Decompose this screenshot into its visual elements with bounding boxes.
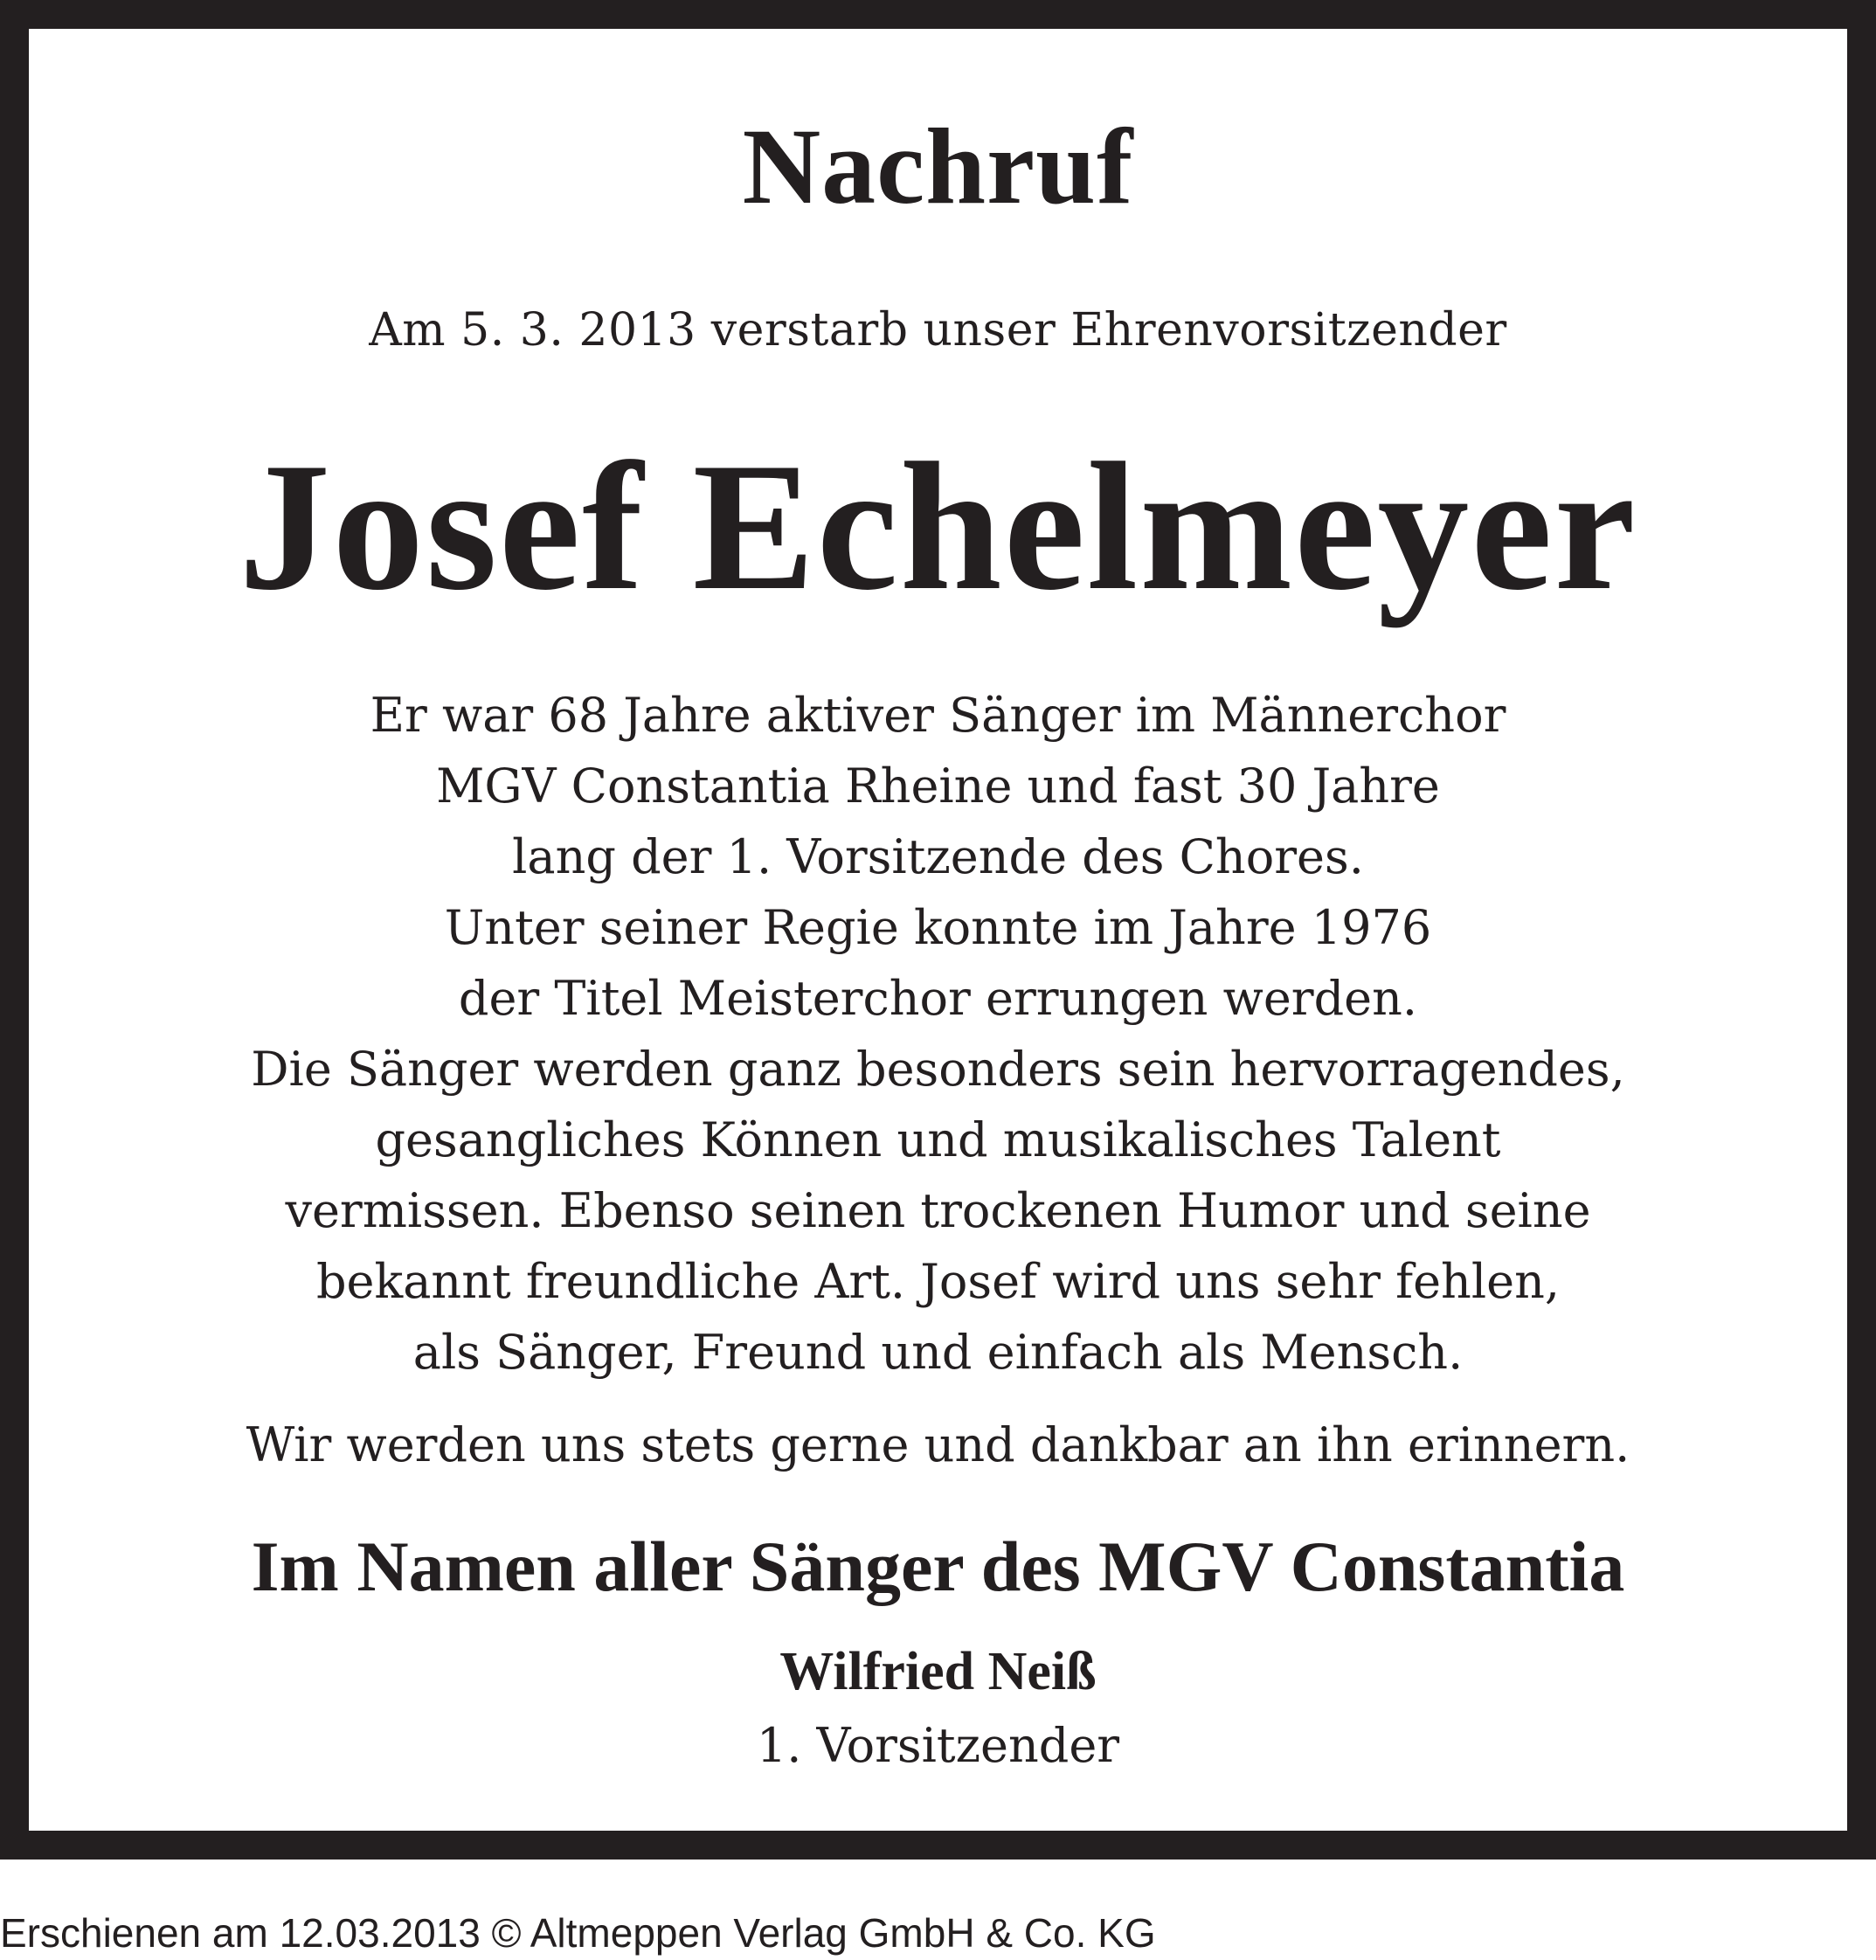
body-line: MGV Constantia Rheine und fast 30 Jahre [436,758,1440,814]
signer-name: Wilfried Neiß [779,1642,1097,1701]
notice-intro: Am 5. 3. 2013 verstarb unser Ehrenvorsitzender [369,304,1507,357]
body-line: lang der 1. Vorsitzende des Chores. [512,829,1364,884]
body-line: der Titel Meisterchor errungen werden. [458,971,1418,1026]
deceased-name: Josef Echelmeyer [239,426,1637,628]
body-line: gesangliches Können und musikalisches Talent [375,1112,1501,1167]
closing-line: Wir werden uns stets gerne und dankbar an ihn erinnern. [246,1417,1630,1472]
body-line: Die Sänger werden ganz besonders sein hervorragendes, [251,1042,1625,1097]
body-line: Er war 68 Jahre aktiver Sänger im Männerchor [370,688,1506,743]
publication-footer: Erschienen am 12.03.2013 © Altmeppen Verlag GmbH & Co. KG [0,1910,1156,1956]
body-line: als Sänger, Freund und einfach als Mensch. [412,1325,1464,1380]
signer-role: 1. Vorsitzender [756,1718,1120,1773]
signoff-line: Im Namen aller Sänger des MGV Constantia [251,1527,1625,1606]
notice-body [29,680,1847,1388]
body-line: Unter seiner Regie konnte im Jahre 1976 [444,900,1432,955]
body-line: bekannt freundliche Art. Josef wird uns sehr fehlen, [315,1254,1561,1309]
notice-title: Nachruf [742,107,1134,226]
body-line: vermissen. Ebenso seinen trockenen Humor und seine [285,1183,1591,1238]
